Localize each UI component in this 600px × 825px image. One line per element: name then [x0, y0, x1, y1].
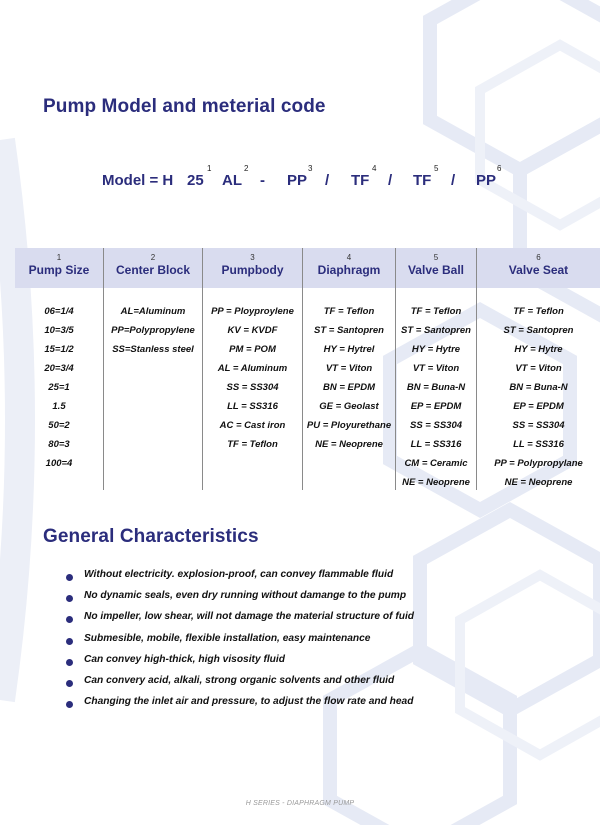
column-header: Valve Ball — [407, 263, 465, 277]
superscript-6: 6 — [497, 164, 502, 173]
table-cell: VT = Viton — [412, 363, 460, 374]
superscript-2: 2 — [244, 164, 249, 173]
table-cell: ST = Santopren — [314, 325, 384, 336]
table-cell: PU = Ployurethane — [306, 420, 392, 431]
table-cell: NE = Neoprene — [402, 477, 470, 488]
general-characteristics-title: General Characteristics — [43, 526, 259, 547]
table-cell: NE = Neoprene — [504, 477, 573, 488]
bullet-dot-icon — [66, 638, 73, 645]
table-cell: TF = Teflon — [227, 439, 278, 450]
column-valve-ball — [396, 248, 476, 490]
list-item — [66, 654, 586, 675]
superscript-4: 4 — [372, 164, 377, 173]
table-cell: 06=1/4 — [44, 306, 74, 317]
column-header: Pumpbody — [221, 263, 284, 277]
table-cell: TF = Teflon — [323, 306, 375, 317]
table-cell: LL = SS316 — [227, 401, 278, 412]
table-cell: AL = Aluminum — [217, 363, 288, 374]
table-cell: PM = POM — [229, 344, 276, 355]
table-cell: 1.5 — [52, 401, 66, 412]
table-cell: PP = Polypropylane — [494, 458, 583, 469]
table-cell: AL=Aluminum — [120, 306, 186, 317]
table-cell: SS = SS304 — [226, 382, 279, 393]
table-cell: HY = Hytrel — [323, 344, 375, 355]
table-cell: BN = Buna-N — [406, 382, 466, 393]
model-slash-1: / — [325, 172, 330, 189]
table-cell: 25=1 — [48, 382, 70, 393]
model-prefix: Model = H — [102, 172, 174, 189]
model-valve-seat: PP — [476, 172, 497, 189]
list-item-text: No impeller, low shear, will not damage the material structure of fuid — [84, 611, 415, 623]
page-footer: H SERIES - DIAPHRAGM PUMP — [245, 800, 355, 807]
table-cell: BN = EPDM — [323, 382, 375, 393]
characteristics-list — [66, 569, 586, 717]
model-code-line — [0, 166, 600, 196]
table-cell: 80=3 — [48, 439, 70, 450]
table-cell: PP=Polypropylene — [111, 325, 195, 336]
model-pumpbody: PP — [287, 172, 308, 189]
column-pump-size — [15, 248, 103, 490]
model-dash: - — [260, 172, 265, 189]
list-item-text: Changing the inlet air and pressure, to adjust the flow rate and head — [84, 696, 414, 708]
list-item-text: Without electricity. explosion-proof, can convey flammable fluid — [84, 569, 394, 580]
table-cell: PP = Ployproylene — [211, 306, 294, 317]
superscript-5: 5 — [434, 164, 439, 173]
model-slash-2: / — [388, 172, 393, 189]
table-cell: LL = SS316 — [513, 439, 564, 450]
model-pump-size: 25 — [187, 172, 204, 189]
column-number: 3 — [250, 253, 255, 262]
table-cell: TF = Teflon — [513, 306, 564, 317]
table-cell: 50=2 — [48, 420, 70, 431]
table-cell: BN = Buna-N — [509, 382, 568, 393]
column-center-block — [104, 248, 202, 490]
table-cell: 20=3/4 — [44, 363, 74, 374]
table-cell: SS=Stanless steel — [112, 344, 194, 355]
table-cell: VT = Viton — [325, 363, 373, 374]
column-diaphragm — [303, 248, 395, 490]
column-number: 5 — [433, 253, 439, 262]
table-cell: ST = Santopren — [401, 325, 471, 336]
list-item-text: Can convery acid, alkali, strong organic solvents and other fluid — [84, 674, 395, 686]
material-code-table — [15, 248, 600, 490]
bullet-dot-icon — [66, 616, 73, 623]
table-cell: EP = EPDM — [410, 401, 462, 412]
pump-model-title: Pump Model and meterial code — [43, 96, 326, 117]
column-valve-seat — [477, 248, 600, 490]
model-valve-ball: TF — [413, 172, 432, 189]
list-item — [66, 611, 586, 632]
list-item-text: Can convey high-thick, high visosity fluid — [84, 653, 285, 665]
column-header: Valve Seat — [508, 263, 569, 277]
superscript-1: 1 — [207, 164, 212, 173]
table-cell: 100=4 — [45, 458, 73, 469]
list-item — [66, 633, 586, 654]
bullet-dot-icon — [66, 701, 73, 708]
table-cell: 15=1/2 — [44, 344, 74, 355]
list-item — [66, 696, 586, 717]
superscript-3: 3 — [308, 164, 313, 173]
list-item-text: No dynamic seals, even dry running without damange to the pump — [84, 590, 407, 602]
model-slash-3: / — [451, 172, 456, 189]
column-header: Pump Size — [28, 263, 90, 277]
table-cell: 10=3/5 — [44, 325, 74, 336]
bullet-dot-icon — [66, 659, 73, 666]
column-number: 1 — [56, 253, 62, 262]
column-number: 6 — [536, 253, 541, 262]
table-cell: NE = Neoprene — [315, 439, 383, 450]
model-center-block: AL — [222, 172, 242, 189]
table-cell: SS = SS304 — [512, 420, 565, 431]
column-pumpbody — [203, 248, 302, 490]
table-cell: TF = Teflon — [410, 306, 462, 317]
table-cell: KV = KVDF — [227, 325, 278, 336]
list-item — [66, 675, 586, 696]
bullet-dot-icon — [66, 574, 73, 581]
bullet-dot-icon — [66, 595, 73, 602]
table-cell: CM = Ceramic — [404, 458, 468, 469]
table-cell: AC = Cast iron — [219, 420, 286, 431]
bullet-dot-icon — [66, 680, 73, 687]
list-item-text: Submesible, mobile, flexible installation, easy maintenance — [84, 632, 371, 644]
list-item — [66, 569, 586, 590]
table-cell: ST = Santopren — [503, 325, 574, 336]
column-number: 2 — [150, 253, 156, 262]
column-number: 4 — [346, 253, 352, 262]
column-header: Center Block — [115, 263, 191, 277]
table-cell: HY = Hytre — [411, 344, 461, 355]
table-cell: GE = Geolast — [319, 401, 379, 412]
model-diaphragm: TF — [351, 172, 370, 189]
table-cell: SS = SS304 — [409, 420, 463, 431]
table-cell: HY = Hytre — [514, 344, 563, 355]
table-cell: EP = EPDM — [513, 401, 564, 412]
table-cell: LL = SS316 — [410, 439, 462, 450]
column-header: Diaphragm — [317, 263, 381, 277]
list-item — [66, 590, 586, 611]
table-cell: VT = Viton — [515, 363, 562, 374]
